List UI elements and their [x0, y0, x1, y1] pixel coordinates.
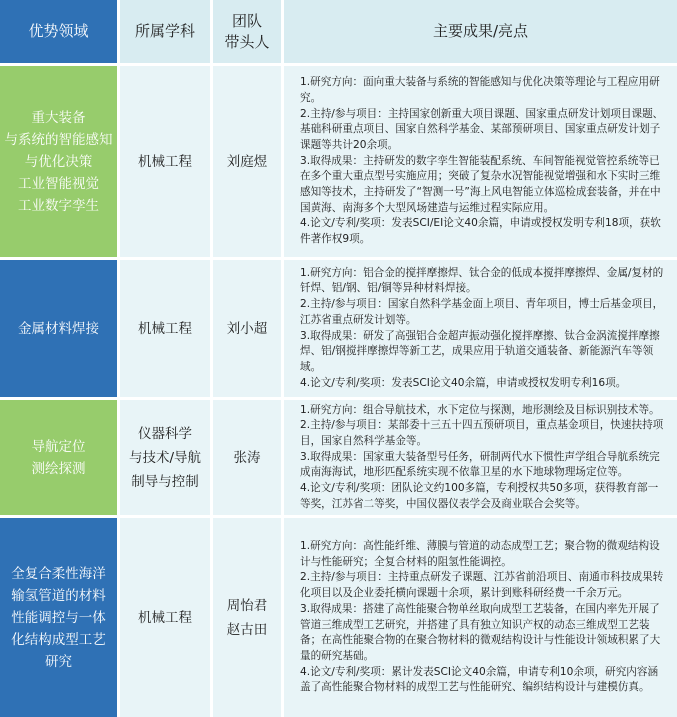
- header-leader: [213, 0, 281, 63]
- achievement-item: 4.论文/专利/奖项：发表SCI/EI论文40余篇，申请或授权发明专利18项，获软件著作权9项。: [300, 217, 661, 246]
- header-field-label: 优势领域: [28, 22, 89, 40]
- header-achievements-label: 主要成果/亮点: [432, 22, 529, 40]
- achievement-item: 3.取得成果：国家重大装备型号任务，研制两代水下惯性声学组合导航系统完成南海海试，地形匹配系统实现不依靠卫星的水下地球物理场定位等。: [300, 450, 660, 479]
- field-line: 与系统的智能感知: [4, 131, 113, 148]
- achievement-item: 2.主持/参与项目：主持重点研发子课题、江苏省前沿项目、南通市科技成果转化项目以及企业委托横向课题十余项，累计到账科研经费一千余万元。: [300, 571, 664, 600]
- leader-name: 赵古田: [226, 621, 268, 638]
- row-4-field: [0, 518, 117, 717]
- achievement-item: 2.主持/参与项目：主持国家创新重大项目课题、国家重点研发计划项目课题、基础科研重点项目、国家自然科学基金、某部预研项目、国家重点研发计划子课题等共计20余项。: [300, 107, 664, 151]
- row-3-discipline: [120, 400, 210, 515]
- achievement-item: 1.研究方向：高性能纤维、薄膜与管道的动态成型工艺；聚合物的微观结构设计与性能研究；全复合材料的阻氢性能调控。: [300, 539, 660, 568]
- header-achievements: [284, 0, 677, 63]
- row-4-leader: [213, 518, 281, 717]
- discipline-line: 机械工程: [138, 320, 192, 337]
- row-3-field: [0, 400, 117, 515]
- leader-name: 刘小超: [226, 320, 268, 337]
- field-line: 全复合柔性海洋: [11, 565, 106, 582]
- row-1-discipline: [120, 66, 210, 257]
- row-2-discipline: [120, 260, 210, 397]
- discipline-line: 机械工程: [138, 153, 192, 170]
- field-line: 输氢管道的材料: [11, 587, 106, 604]
- field-line: 工业数字孪生: [18, 197, 99, 214]
- row-1-leader: [213, 66, 281, 257]
- field-line: 化结构成型工艺: [11, 631, 106, 648]
- field-line: 重大装备: [31, 109, 86, 126]
- leader-name: 周怡君: [226, 597, 268, 614]
- header-field: [0, 0, 117, 63]
- field-line: 工业智能视觉: [18, 175, 99, 192]
- achievement-item: 2.主持/参与项目：某部委十三五十四五预研项目，重点基金项目，快速扶持项目，国家自然科学基金等。: [300, 419, 664, 447]
- header-leader-line: 带头人: [224, 32, 270, 51]
- discipline-line: 仪器科学: [138, 425, 192, 442]
- achievement-item: 4.论文/专利/奖项：团队论文约100多篇，专利授权共50多项，获得教育部一等奖，江苏省二等奖，中国仪器仪表学会及商业联合会奖等。: [300, 482, 659, 510]
- row-2-achievements: [284, 260, 677, 397]
- field-line: 与优化决策: [24, 153, 93, 170]
- header-discipline: [120, 0, 210, 63]
- row-1-achievements: [284, 66, 677, 257]
- field-line: 研究: [45, 653, 72, 670]
- achievement-item: 3.取得成果：搭建了高性能聚合物单丝取向成型工艺装备，在国内率先开展了管道三维成型工艺研究，并搭建了具有独立知识产权的动态三维成型工艺装备；在高性能聚合物的在聚合物材料的微观结构设计与性能设计领域积累了大量的研究基础。: [300, 602, 661, 662]
- achievement-item: 1.研究方向：面向重大装备与系统的智能感知与优化决策等理论与工程应用研究。: [300, 76, 660, 104]
- achievement-item: 4.论文/专利/奖项：发表SCI论文40余篇，申请或授权发明专利16项。: [300, 376, 627, 389]
- row-3-achievements: [284, 400, 677, 515]
- row-4-discipline: [120, 518, 210, 717]
- row-2-field: [0, 260, 117, 397]
- row-4-achievements: [284, 518, 677, 717]
- header-discipline-label: 所属学科: [134, 22, 195, 40]
- achievement-item: 3.取得成果：主持研发的数字孪生智能装配系统、车间智能视觉管控系统等已在多个重大重点型号实施应用；突破了复杂水况智能视觉增强和水下实时三维感知等技术，主持研发了“智测一号”海上风电智能立体巡检成套装备，并在中国黄海、南海多个大型风场建造与运维过程实际应用。: [300, 154, 661, 214]
- field-line: 测绘探测: [31, 460, 86, 477]
- leader-name: 张涛: [233, 449, 261, 466]
- leader-name: 刘庭煜: [226, 153, 268, 170]
- achievement-item: 4.论文/专利/奖项：累计发表SCI论文40余篇，申请专利10余项，研究内容涵盖了高性能聚合物材料的成型工艺与性能研究、编织结构设计与建模仿真。: [300, 665, 659, 694]
- discipline-line: 制导与控制: [131, 473, 199, 490]
- field-line: 导航定位: [31, 438, 86, 455]
- achievement-item: 3.取得成果：研发了高强铝合金超声振动强化搅拌摩擦、钛合金涡流搅拌摩擦焊、铝/钢搅拌摩擦焊等新工艺，成果应用于轨道交通装备、新能源汽车等领域。: [300, 329, 660, 373]
- discipline-line: 机械工程: [138, 609, 192, 626]
- field-line: 性能调控与一体: [11, 609, 106, 626]
- field-line: 金属材料焊接: [18, 320, 99, 337]
- row-3-leader: [213, 400, 281, 515]
- achievement-item: 1.研究方向：铝合金的搅拌摩擦焊、钛合金的低成本搅拌摩擦焊、金属/复材的钎焊、铝/钢、铝/铜等异种材料焊接。: [300, 266, 664, 295]
- achievement-item: 1.研究方向：组合导航技术，水下定位与探测，地形测绘及目标识别技术等。: [300, 403, 660, 416]
- achievement-item: 2.主持/参与项目：国家自然科学基金面上项目、青年项目，博士后基金项目，江苏省重点研发计划等。: [300, 298, 664, 326]
- row-1-field: [0, 66, 117, 257]
- discipline-line: 与技术/导航: [128, 449, 202, 466]
- header-leader-line: 团队: [231, 11, 262, 30]
- row-2-leader: [213, 260, 281, 397]
